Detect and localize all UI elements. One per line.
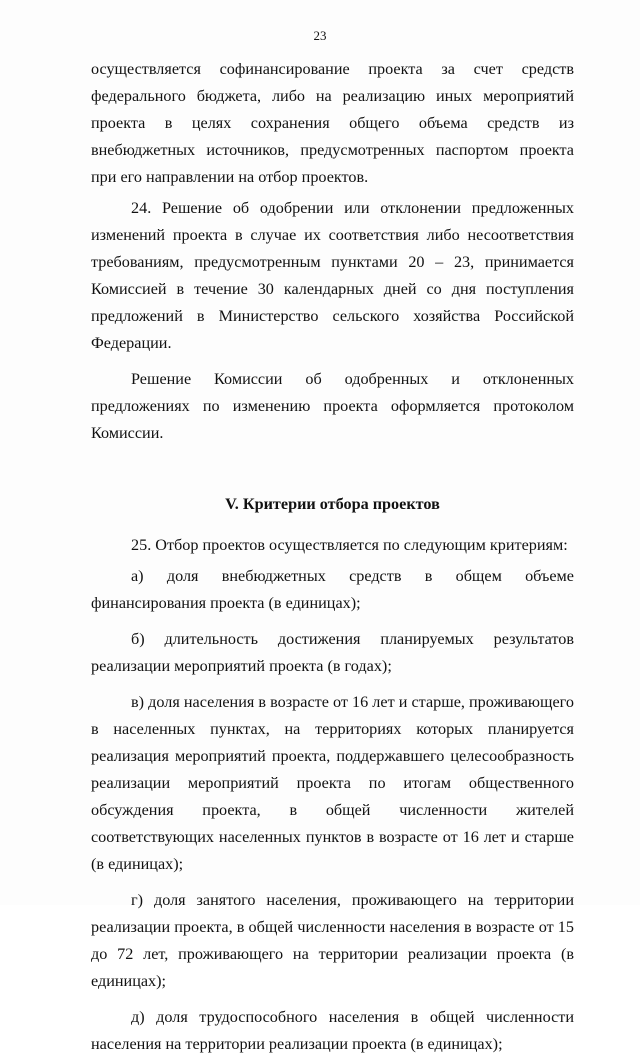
criterion-b: б) длительность достижения планируемых результатов реализации мероприятий проекта (в годах); xyxy=(91,630,574,675)
paragraph-commission-decision: Решение Комиссии об одобренных и отклоненных предложениях по изменению проекта оформляется протоколом Комиссии. xyxy=(91,370,574,442)
paragraph-item-24: 24. Решение об одобрении или отклонении предложенных изменений проекта в случае их соответствия либо несоответствия требованиям, предусмотренным пунктами 20 – 23, принимается Комиссией в течение 30 календарных дней со дня поступления предложений в Министерство сельского хозяйства Российской Федерации. xyxy=(91,199,574,352)
criterion-g: г) доля занятого населения, проживающего на территории реализации проекта, в общей численности населения в возрасте от 15 до 72 лет, проживающего на территории реализации проекта (в единицах); xyxy=(91,891,574,990)
criterion-v: в) доля населения в возрасте от 16 лет и старше, проживающего в населенных пунктах, на территориях которых планируется реализация мероприятий проекта, поддержавшего целесообразность реализации мероприятий проекта по итогам общественного обсуждения проекта, в общей численности жителей соответствующих населенных пунктов в возрасте от 16 лет и старше (в единицах); xyxy=(91,693,574,873)
section-heading: V. Критерии отбора проектов xyxy=(225,495,440,513)
page-number: 23 xyxy=(313,28,327,43)
criterion-a: а) доля внебюджетных средств в общем объеме финансирования проекта (в единицах); xyxy=(91,567,574,612)
document-body xyxy=(91,56,574,1058)
paragraph-continuation: осуществляется софинансирование проекта за счет средств федерального бюджета, либо на реализацию иных мероприятий проекта в целях сохранения общего объема средств из внебюджетных источников, предусмотренных паспортом проекта при его направлении на отбор проектов. xyxy=(91,60,574,186)
criterion-d: д) доля трудоспособного населения в общей численности населения на территории реализации проекта (в единицах); xyxy=(91,1008,574,1053)
paragraph-item-25: 25. Отбор проектов осуществляется по следующим критериям: xyxy=(131,536,568,554)
